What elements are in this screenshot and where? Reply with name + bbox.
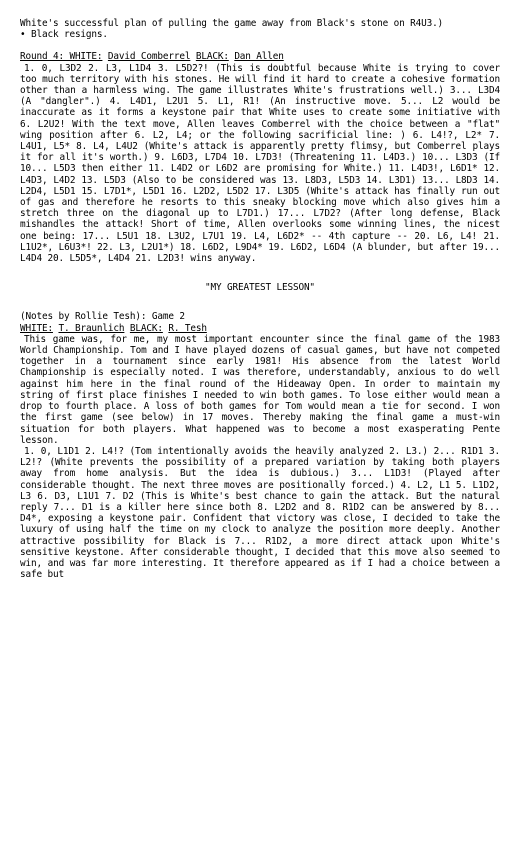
notes-byline: (Notes by Rollie Tesh): Game 2 xyxy=(20,311,185,323)
notes-paragraph-1: This game was, for me, my most important encounter since the final game of the 1983 World Championship. Tom and I have played dozens of casual games, but have not competed together in a tournament since early 1981! His absence from the latest World Championship is especially noted. I was therefore, understandably, anxious to do well against him here in the final round of the Hideaway Open. In order to maintain my string of first place finishes I needed to win both games. To lose either would mean a drop to fourth place. A loss of both games for Tom would mean a tie for second. I won the first game (see below) in 17 moves. Thereby making the final game a must-win situation for both players. What happened was to become a most exasperating Pente lesson. xyxy=(20,333,500,446)
round4-heading xyxy=(20,51,500,62)
round4-black-label: BLACK: xyxy=(195,51,229,63)
lesson-title: "MY GREATEST LESSON" xyxy=(205,282,315,294)
notes-black-label: BLACK: xyxy=(129,322,163,334)
intro-text: White's successful plan of pulling the game away from Black's stone on R4U3.) xyxy=(20,18,444,29)
round4-heading-prefix: Round 4: WHITE: xyxy=(20,51,103,63)
notes-black-player: R. Tesh xyxy=(168,322,207,334)
document-page xyxy=(20,18,500,580)
black-resigns-note: • Black resigns. xyxy=(20,29,108,41)
round4-game-text: 1. 0, L3D2 2. L3, L1D4 3. L5D2?! (This is doubtful because White is trying to cover too much territory with his stones. He will find it hard to create a cohesive formation other than a harmless wing. The game illustrates White's frustrations well.) 3... L3D4 (A "dangler".) 4. L4D1, L2U1 5. L1, R1! (An instructive move. 5... L2 would be inaccurate as it forms a keystone pair that White uses to create some initiative with 6. L2U2! With the text move, Allen leaves Comberrel with the choice between a "flat" wing position after 6. L2, L4; or the following sacrificial line: ) 6. L4!?, L2* 7. L4U1, L5* 8. L4, L4U2 (White's attack is apparently pretty flimsy, but Comberrel plays it for all it's worth.) 9. L6D3, L7D4 10. L7D3! (Threatening 11. L4D3.) 10... L3D3 (If 10... L5D3 then either 11. L4D2 or L6D2 are promising for White.) 11. L4D3!, L6D1* 12. L4D3, L4D2 13. L5D3 (Also to be considered was 13. L8D3, L5D3 14. L3D1) 13... L8D3 14. L2D4, L5D1 15. L7D1*, L5D1 16. L2D2, L5D2 17. L3D5 (White's attack has finally run out of gas and therefore he resorts to this sneaky blocking move which also gives him a stretch three on the diagonal up to L7D1.) 17... L7D2? (After long defense, Black mishandles the attack! Short of time, Allen overlooks some winning lines, the nicest one being: 17... L5U1 18. L3U2, L7U1 19. L4, L6D2* -- 4th capture -- 20. L6, L4! 21. L1U2*, L6U3*! 22. L3, L2U1*) 18. L6D2, L9D4* 19. L6D2, L6D4 (A blunder, but after 19... L4D4 20. L5D5*, L4D4 21. L2D3! wins anyway. xyxy=(20,62,500,265)
notes-players xyxy=(20,323,500,334)
notes-white-player: T. Braunlich xyxy=(58,322,125,334)
notes-paragraph-2: 1. 0, L1D1 2. L4!? (Tom intentionally avoids the heavily analyzed 2. L3.) 2... R1D1 3. L2!? (White prevents the possibility of a prepared variation by taking both players away from home analysis. But the idea is dubious.) 3... L1D3! (Played after considerable thought. The next three moves are positionally forced.) 4. L2, L1 5. L1D2, L3 6. D3, L1U1 7. D2 (This is White's best chance to gain the attack. But the natural reply 7... D1 is a killer here since both 8. L2D2 and 8. R1D2 can be answered by 8... D4*, exposing a keystone pair. Confident that victory was close, I decided to take the luxury of using half the time on my clock to analyze the position more deeply. Another attractive possibility for Black is 7... R1D2, a more direct attack upon White's sensitive keystone. After considerable thought, I decided that this move also seemed to win, and was far more interesting. It therefore appeared as if I had a choice between a safe but xyxy=(20,445,500,581)
notes-players-prefix: WHITE: xyxy=(20,322,53,334)
round4-white-player: David Comberrel xyxy=(107,51,191,63)
round4-black-player: Dan Allen xyxy=(234,51,284,63)
